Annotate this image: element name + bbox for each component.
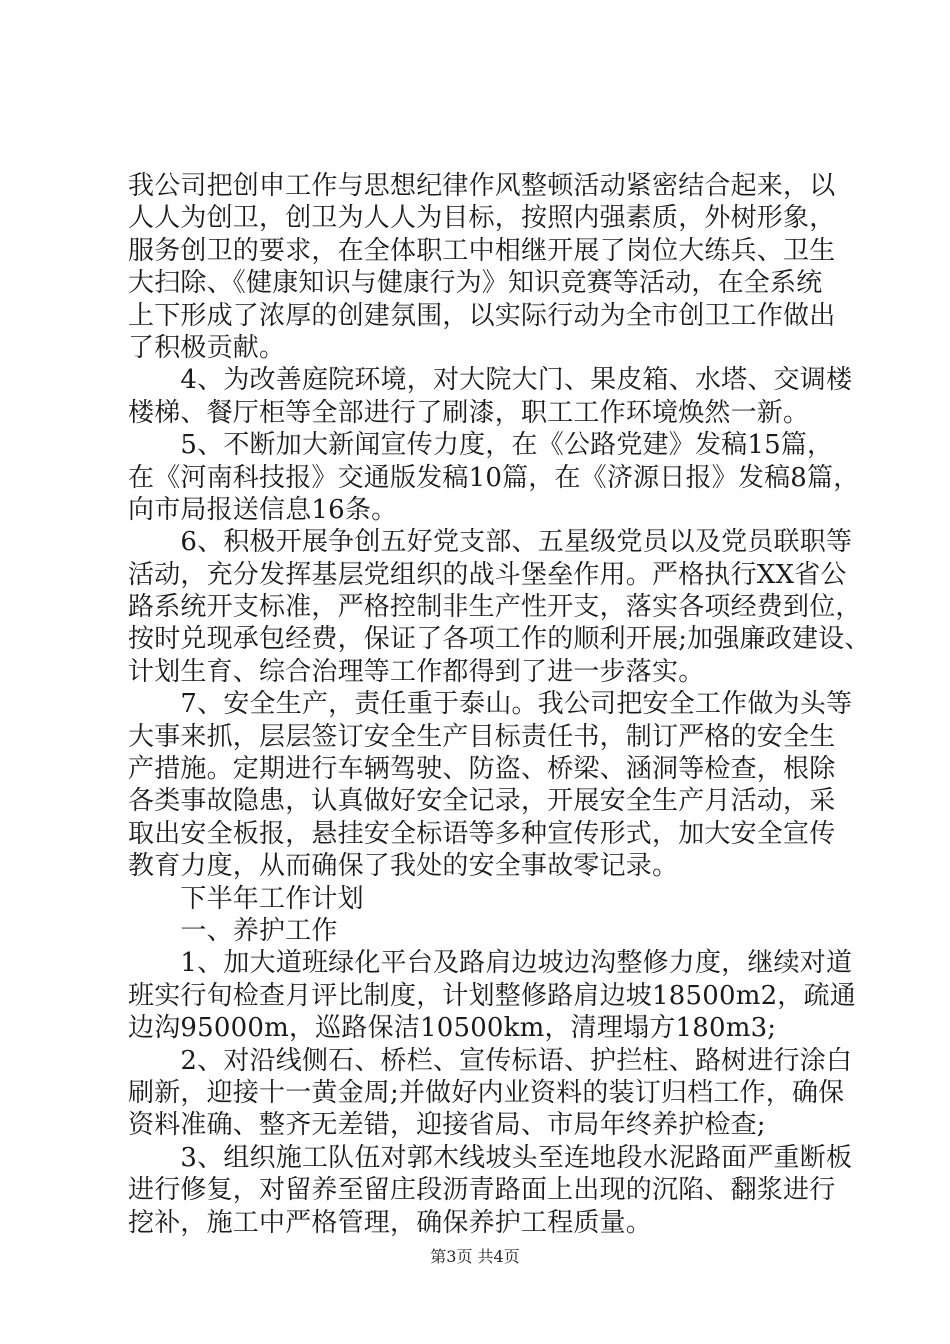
text-line: 大事来抓，层层签订安全生产目标责任书，制订严格的安全生 [128, 721, 836, 752]
text-line: 班实行旬检查月评比制度，计划整修路肩边坡18500m2，疏通 [128, 980, 856, 1011]
text-line: 7、安全生产，责任重于泰山。我公司把安全工作做为头等 [128, 689, 853, 720]
text-line: 活动，充分发挥基层党组织的战斗堡垒作用。严格执行XX省公 [128, 559, 847, 590]
subsection-heading: 一、养护工作 [128, 915, 338, 946]
text-line: 2、对沿线侧石、桥栏、宣传标语、护拦柱、路树进行涂白 [128, 1045, 853, 1076]
text-line: 3、组织施工队伍对郭木线坡头至连地段水泥路面严重断板 [128, 1142, 853, 1173]
text-line: 6、积极开展争创五好党支部、五星级党员以及党员联职等 [128, 527, 853, 558]
text-line: 人人为创卫，创卫为人人为目标，按照内强素质，外树形象， [128, 203, 836, 234]
text-line: 按时兑现承包经费，保证了各项工作的顺利开展;加强廉政建设、 [128, 624, 871, 655]
text-line: 楼梯、餐厅柜等全部进行了刷漆，职工工作环境焕然一新。 [128, 397, 810, 428]
text-line: 5、不断加大新闻宣传力度，在《公路党建》发稿15篇， [128, 430, 834, 461]
text-line: 大扫除、《健康知识与健康行为》知识竞赛等活动，在全系统 [128, 268, 823, 299]
text-line: 教育力度，从而确保了我处的安全事故零记录。 [128, 851, 679, 882]
section-heading: 下半年工作计划 [128, 883, 364, 914]
page-number: 第3页 共4页 [430, 1247, 520, 1266]
text-line: 路系统开支标准，严格控制非生产性开支，落实各项经费到位， [128, 592, 862, 623]
text-line: 在《河南科技报》交通版发稿10篇，在《济源日报》发稿8篇， [128, 462, 860, 493]
text-line: 上下形成了浓厚的创建氛围，以实际行动为全市创卫工作做出 [128, 300, 836, 331]
text-line: 挖补，施工中严格管理，确保养护工程质量。 [128, 1207, 653, 1238]
text-line: 1、加大道班绿化平台及路肩边坡边沟整修力度，继续对道 [128, 948, 853, 979]
text-line: 刷新，迎接十一黄金周;并做好内业资料的装订归档工作，确保 [128, 1077, 845, 1108]
text-line: 了积极贡献。 [128, 332, 286, 363]
text-line: 边沟95000m，巡路保洁10500km，清理塌方180m3; [128, 1013, 777, 1044]
text-line: 资料准确、整齐无差错，迎接省局、市局年终养护检查; [128, 1110, 766, 1141]
text-line: 产措施。定期进行车辆驾驶、防盗、桥梁、涵洞等检查，根除 [128, 754, 836, 785]
text-line: 向市局报送信息16条。 [128, 494, 398, 525]
text-line: 4、为改善庭院环境，对大院大门、果皮箱、水塔、交调楼 [128, 365, 853, 396]
body-text [128, 170, 871, 1239]
text-line: 取出安全板报，悬挂安全标语等多种宣传形式，加大安全宣传 [128, 818, 836, 849]
text-line: 各类事故隐患，认真做好安全记录，开展安全生产月活动，采 [128, 786, 836, 817]
text-line: 服务创卫的要求，在全体职工中相继开展了岗位大练兵、卫生 [128, 235, 836, 266]
text-line: 我公司把创申工作与思想纪律作风整顿活动紧密结合起来，以 [128, 171, 836, 201]
text-line: 进行修复，对留养至留庄段沥青路面上出现的沉陷、翻浆进行 [128, 1175, 836, 1206]
text-line: 计划生育、综合治理等工作都得到了进一步落实。 [128, 656, 705, 687]
